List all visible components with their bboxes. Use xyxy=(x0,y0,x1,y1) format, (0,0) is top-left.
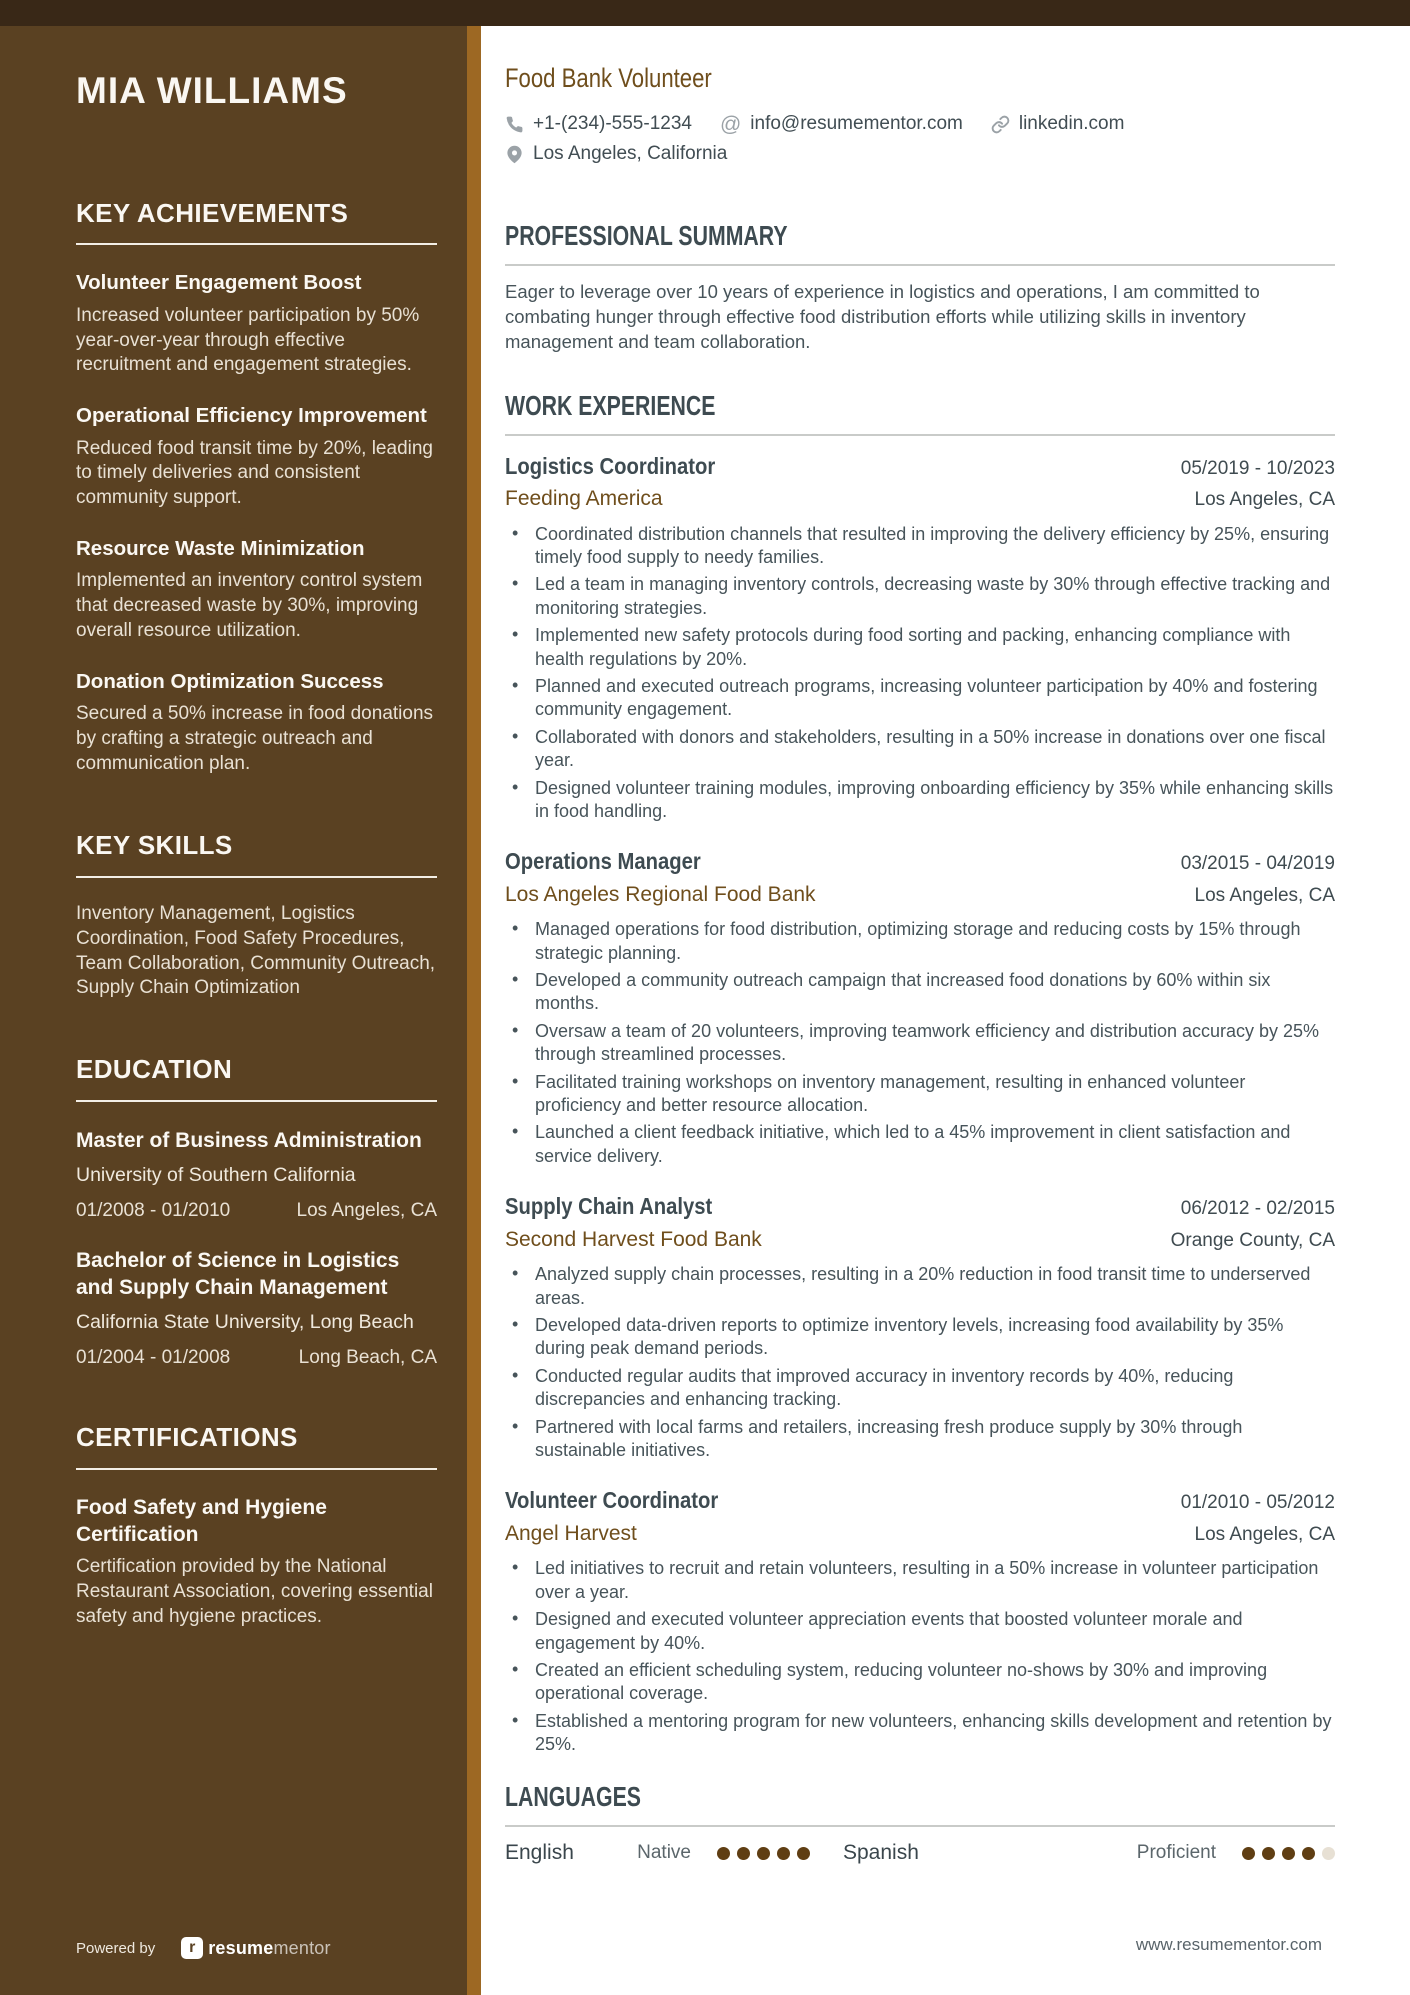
location-contact xyxy=(505,142,727,167)
certification-item xyxy=(76,1495,437,1630)
achievement-text: Secured a 50% increase in food donations by crafting a strategic outreach and communication plan. xyxy=(76,703,434,774)
company-name: Angel Harvest xyxy=(505,1522,637,1546)
job-bullet: • Analyzed supply chain processes, resulting in a 20% reduction in food transit time to underserved areas. xyxy=(505,1263,1335,1310)
achievement-text: Reduced food transit time by 20%, leading to timely deliveries and consistent community support. xyxy=(76,437,433,509)
education-dates: 01/2004 - 01/2008 xyxy=(76,1346,231,1368)
language-proficiency-dots xyxy=(717,1847,810,1860)
key-skills-section xyxy=(76,831,437,1001)
achievement-text: Implemented an inventory control system that decreased waste by 30%, improving overall resource utilization. xyxy=(76,570,423,642)
job-bullet-list xyxy=(505,523,1335,824)
achievement-title: Operational Efficiency Improvement xyxy=(76,404,427,428)
resume-header xyxy=(505,62,1335,167)
resumementor-logo-icon xyxy=(181,1937,203,1959)
top-accent-bar xyxy=(0,0,1410,26)
job-bullet: • Developed a community outreach campaign that increased food donations by 60% within six months. xyxy=(505,969,1335,1016)
job-bullet: • Developed data-driven reports to optimize inventory levels, increasing food availability by 35% during peak demand periods. xyxy=(505,1314,1335,1361)
linkedin-url: linkedin.com xyxy=(1018,112,1125,134)
email-address: info@resumementor.com xyxy=(750,112,963,134)
company-name: Second Harvest Food Bank xyxy=(505,1227,762,1251)
job-bullet: • Facilitated training workshops on inventory management, resulting in enhanced volunteer proficiency and better resource allocation. xyxy=(505,1071,1335,1118)
education-dates: 01/2008 - 01/2010 xyxy=(76,1199,231,1221)
professional-summary-section xyxy=(505,221,1335,355)
job-entry xyxy=(505,1486,1335,1756)
section-divider xyxy=(76,1100,437,1102)
candidate-name: MIA WILLIAMS xyxy=(76,70,348,111)
achievement-item xyxy=(76,669,437,777)
job-location: Los Angeles, CA xyxy=(1194,1524,1335,1546)
company-name: Los Angeles Regional Food Bank xyxy=(505,883,816,907)
achievement-item xyxy=(76,270,437,378)
job-bullet: • Led a team in managing inventory controls, decreasing waste by 30% through effective tracking and monitoring strategies. xyxy=(505,573,1335,620)
section-divider xyxy=(505,434,1335,436)
languages-section xyxy=(505,1782,1335,1865)
professional-summary-heading: PROFESSIONAL SUMMARY xyxy=(505,220,788,252)
job-entry xyxy=(505,1192,1335,1462)
key-skills-heading: KEY SKILLS xyxy=(76,829,233,860)
target-job-title: Food Bank Volunteer xyxy=(505,63,712,93)
location-pin-icon xyxy=(505,145,524,164)
education-location: Long Beach, CA xyxy=(298,1346,437,1368)
education-heading: EDUCATION xyxy=(76,1054,233,1085)
achievement-title: Donation Optimization Success xyxy=(76,670,384,694)
job-company-row xyxy=(505,1521,1335,1547)
job-dates: 05/2019 - 10/2023 xyxy=(1180,457,1335,479)
phone-icon xyxy=(505,115,524,134)
job-dates: 01/2010 - 05/2012 xyxy=(1180,1492,1335,1514)
job-bullet: • Implemented new safety protocols during food sorting and packing, enhancing compliance with health regulations by 20%. xyxy=(505,624,1335,671)
job-bullet: • Conducted regular audits that improved accuracy in inventory records by 40%, reducing discrepancies and enhancing tracking. xyxy=(505,1365,1335,1412)
section-divider xyxy=(76,876,437,878)
job-bullet: • Collaborated with donors and stakeholders, resulting in a 50% increase in donations over one fiscal year. xyxy=(505,726,1335,773)
education-item xyxy=(76,1127,437,1222)
job-location: Los Angeles, CA xyxy=(1194,885,1335,907)
school-name: California State University, Long Beach xyxy=(76,1311,414,1334)
location-text: Los Angeles, California xyxy=(533,143,728,165)
section-divider xyxy=(505,264,1335,266)
job-company-row xyxy=(505,1227,1335,1253)
linkedin-contact[interactable] xyxy=(991,112,1125,137)
website-footer[interactable]: www.resumementor.com xyxy=(1135,1935,1322,1954)
main-content xyxy=(481,0,1410,1995)
language-proficiency-dots xyxy=(1242,1847,1335,1860)
phone-number: +1-(234)-555-1234 xyxy=(533,112,692,134)
brand-bold: resume xyxy=(208,1937,274,1958)
sidebar-accent-stripe xyxy=(467,0,481,1995)
job-title-row xyxy=(505,1486,1335,1515)
language-level: Proficient xyxy=(1136,1842,1216,1864)
certifications-heading: CERTIFICATIONS xyxy=(76,1421,298,1452)
job-dates: 06/2012 - 02/2015 xyxy=(1180,1198,1335,1220)
job-entry xyxy=(505,847,1335,1168)
language-level: Native xyxy=(637,1842,691,1864)
job-location: Los Angeles, CA xyxy=(1194,489,1335,511)
languages-row xyxy=(505,1841,1335,1865)
achievement-item xyxy=(76,536,437,644)
job-bullet: • Coordinated distribution channels that resulted in improving the delivery efficiency by 25%, ensuring timely food supply to needy families. xyxy=(505,523,1335,570)
job-bullet: • Managed operations for food distribution, optimizing storage and reducing costs by 15% through strategic planning. xyxy=(505,918,1335,965)
job-bullet: • Planned and executed outreach programs, increasing volunteer participation by 40% and fostering community engagement. xyxy=(505,675,1335,722)
achievement-title: Volunteer Engagement Boost xyxy=(76,271,362,295)
section-divider xyxy=(505,1825,1335,1827)
contact-row xyxy=(505,142,1335,167)
certification-title: Food Safety and Hygiene Certification xyxy=(76,1495,327,1546)
job-bullet: • Led initiatives to recruit and retain volunteers, resulting in a 50% increase in volunteer participation over a year. xyxy=(505,1557,1335,1604)
skills-list: Inventory Management, Logistics Coordination, Food Safety Procedures, Team Collaboration, Community Outreach, Supply Chain Optimization xyxy=(76,902,436,999)
education-meta-row xyxy=(76,1347,437,1369)
job-title-row xyxy=(505,1192,1335,1221)
education-section xyxy=(76,1055,437,1368)
job-entry xyxy=(505,452,1335,824)
language-name: English xyxy=(505,1841,574,1865)
sidebar xyxy=(0,0,467,1995)
powered-by-label: Powered by xyxy=(76,1939,156,1957)
key-achievements-section xyxy=(76,199,437,777)
powered-by-footer xyxy=(76,1937,331,1959)
education-item xyxy=(76,1247,437,1369)
job-bullet: • Launched a client feedback initiative, which led to a 45% improvement in client satisfaction and service delivery. xyxy=(505,1121,1335,1168)
phone-contact[interactable] xyxy=(505,112,692,137)
job-title: Logistics Coordinator xyxy=(505,452,716,479)
languages-heading: LANGUAGES xyxy=(505,1781,641,1813)
section-divider xyxy=(76,1468,437,1470)
job-company-row xyxy=(505,486,1335,512)
contact-row xyxy=(505,112,1335,137)
job-bullet-list xyxy=(505,1263,1335,1462)
achievement-text: Increased volunteer participation by 50% year-over-year through effective recruitment and engagement strategies. xyxy=(76,304,420,376)
email-contact[interactable] xyxy=(720,112,963,137)
job-company-row xyxy=(505,882,1335,908)
job-bullet: • Established a mentoring program for new volunteers, enhancing skills development and retention by 25%. xyxy=(505,1710,1335,1757)
job-bullet: • Designed and executed volunteer appreciation events that boosted volunteer morale and engagement by 40%. xyxy=(505,1608,1335,1655)
education-location: Los Angeles, CA xyxy=(296,1199,437,1221)
job-dates: 03/2015 - 04/2019 xyxy=(1180,853,1335,875)
at-icon: @ xyxy=(719,112,742,136)
job-title: Operations Manager xyxy=(505,848,701,875)
job-bullet: • Partnered with local farms and retailers, increasing fresh produce supply by 30% through sustainable initiatives. xyxy=(505,1416,1335,1463)
link-icon xyxy=(991,115,1010,134)
language-name: Spanish xyxy=(843,1841,919,1865)
job-bullet-list xyxy=(505,1557,1335,1756)
work-experience-section xyxy=(505,391,1335,1757)
job-title: Volunteer Coordinator xyxy=(505,1487,719,1514)
key-achievements-heading: KEY ACHIEVEMENTS xyxy=(76,197,349,228)
job-bullet: • Created an efficient scheduling system, reducing volunteer no-shows by 30% and improving operational coverage. xyxy=(505,1659,1335,1706)
resumementor-brand xyxy=(208,1938,330,1959)
degree-title: Bachelor of Science in Logistics and Supply Chain Management xyxy=(76,1248,400,1300)
school-name: University of Southern California xyxy=(76,1164,356,1187)
job-bullet: • Oversaw a team of 20 volunteers, improving teamwork efficiency and distribution accuracy by 25% through streamlined processes. xyxy=(505,1020,1335,1067)
job-bullet: • Designed volunteer training modules, improving onboarding efficiency by 35% while enhancing skills in food handling. xyxy=(505,777,1335,824)
job-title: Supply Chain Analyst xyxy=(505,1193,713,1220)
job-title-row xyxy=(505,452,1335,481)
job-location: Orange County, CA xyxy=(1170,1229,1335,1251)
company-name: Feeding America xyxy=(505,487,663,511)
brand-light: mentor xyxy=(273,1937,331,1958)
language-item xyxy=(843,1841,1335,1865)
work-experience-heading: WORK EXPERIENCE xyxy=(505,389,716,421)
section-divider xyxy=(76,243,437,245)
education-meta-row xyxy=(76,1200,437,1222)
degree-title: Master of Business Administration xyxy=(76,1129,422,1153)
achievement-item xyxy=(76,403,437,511)
language-item xyxy=(505,1841,810,1865)
achievement-title: Resource Waste Minimization xyxy=(76,537,365,561)
job-bullet-list xyxy=(505,918,1335,1168)
summary-text: Eager to leverage over 10 years of experience in logistics and operations, I am committed to combating hunger through effective food distribution efforts while utilizing skills in inventory management and team collaboration. xyxy=(505,280,1260,352)
job-title-row xyxy=(505,847,1335,876)
certifications-section xyxy=(76,1423,437,1630)
certification-text: Certification provided by the National Restaurant Association, covering essential safety and hygiene practices. xyxy=(76,1556,433,1628)
